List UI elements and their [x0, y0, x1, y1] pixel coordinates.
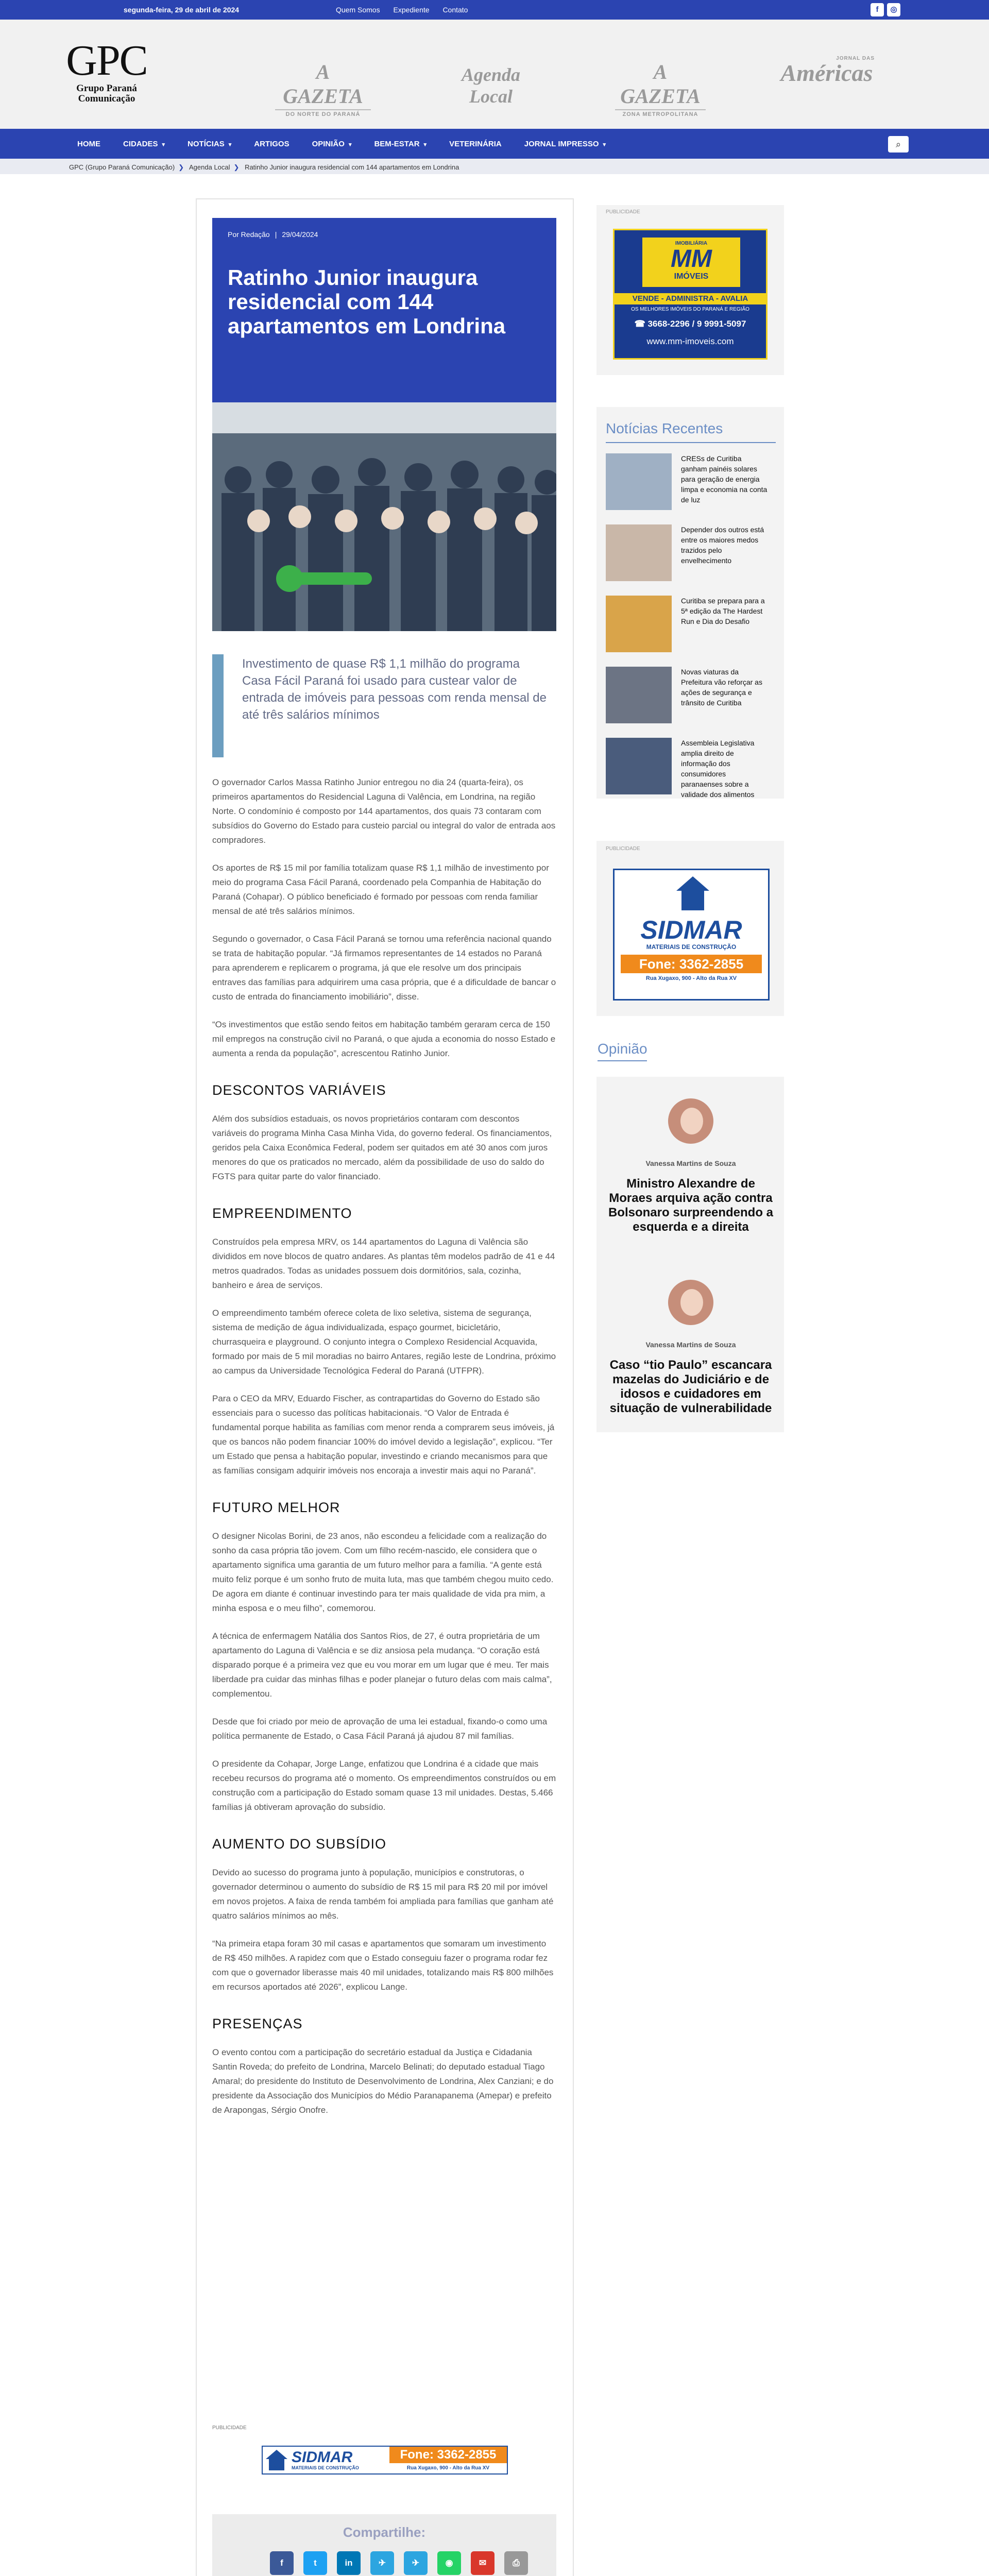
chevron-down-icon: ▾ [228, 141, 232, 148]
nav-opiniao[interactable]: OPINIÃO ▾ [312, 139, 352, 148]
instagram-icon[interactable]: ◎ [887, 3, 900, 16]
share-print-button[interactable]: ⎙ [504, 2551, 528, 2575]
section-heading: DESCONTOS VARIÁVEIS [212, 1082, 386, 1098]
chevron-right-icon: ❯ [233, 163, 240, 171]
paragraph: “Na primeira etapa foram 30 mil casas e apartamentos que somaram um investimento de R$ 450 milhões. A rapidez com que o Estado conseguiu fazer o programa rodar fez com que o governador liberasse mais 40 mil unidades, totalizando mais R$ 800 milhões em recursos aportados até 2026”, explicou Lange. [212, 1939, 554, 1992]
nav-artigos[interactable]: ARTIGOS [254, 139, 289, 148]
top-bar [0, 0, 989, 20]
share-linkedin-button[interactable]: in [337, 2551, 361, 2575]
paragraph: O evento contou com a participação do secretário estadual da Justiça e Cidadania Santin Roveda; do prefeito de Londrina, Marcelo Belinati; do deputado estadual Tiago Amaral; do presidente do Instituto de Desenvolvimento de Londrina, Alex Canziani; e do presidente da Associação dos Municípios do Médio Paranapanema (Amepar) e prefeito de Arapongas, Sérgio Onofre. [212, 2047, 554, 2115]
paragraph: O designer Nicolas Borini, de 23 anos, não escondeu a felicidade com a realização do sonho da casa própria tão jovem. Com um filho recém-nascido, ele considera que o apartamento significa uma garantia de um futuro melhor para a família. “A gente está muito feliz porque é um sonho fruto de muita luta, mas que também chegou muito cedo. De agora em diante é continuar investindo para ter mais qualidade de vida pra mim, a minha esposa e o meu filho”, comemorou. [212, 1531, 554, 1613]
breadcrumb-section[interactable]: Agenda Local [189, 163, 230, 171]
recent-thumbnail [606, 667, 672, 723]
paragraph: Para o CEO da MRV, Eduardo Fischer, as contrapartidas do Governo do Estado são essenciais para o sucesso das políticas habitacionais. “O Valor de Entrada é fundamental porque habilita as famílias com menor renda a comprarem seus imóveis, já que os bancos não podem financiar 100% do imóvel devido a legislação”, explicou. “Ter um Estado que pensa a habitação popular, investindo e criando mecanismos para que as famílias consigam adquirir imóveis nos encoraja a investir mais aqui no Paraná”. [212, 1394, 555, 1476]
top-link-expediente[interactable]: Expediente [393, 6, 430, 14]
avatar [666, 1096, 715, 1146]
sidmar-banner-ad[interactable]: SIDMAR MATERIAIS DE CONSTRUÇÃO Fone: 3362-2855 Rua Xugaxo, 900 - Alto da Rua XV [262, 2446, 508, 2475]
nav-noticias[interactable]: NOTÍCIAS ▾ [187, 139, 232, 148]
nav-bem-estar[interactable]: BEM-ESTAR ▾ [374, 139, 427, 148]
sidmar-square-ad[interactable]: SIDMAR MATERIAIS DE CONSTRUÇÃO Fone: 3362-2855 Rua Xugaxo, 900 - Alto da Rua XV [613, 869, 770, 1001]
share-title: Compartilhe: [343, 2524, 426, 2540]
recent-post[interactable]: Depender dos outros está entre os maiores medos trazidos pelo envelhecimento [606, 524, 776, 581]
section-heading: AUMENTO DO SUBSÍDIO [212, 1836, 387, 1852]
share-email-button[interactable]: ✉ [471, 2551, 494, 2575]
site-header [0, 20, 989, 129]
brand-jornal-americas[interactable]: JORNAL DAS Américas [780, 56, 875, 86]
recent-post[interactable]: Curitiba se prepara para a 5ª edição da The Hardest Run e Dia do Desafio [606, 596, 776, 652]
share-twitter-button[interactable]: t [303, 2551, 327, 2575]
search-icon[interactable]: ⌕ [888, 136, 909, 152]
opinion-heading: Opinião [598, 1041, 647, 1057]
recent-thumbnail [606, 524, 672, 581]
main-nav [0, 129, 989, 159]
chevron-down-icon: ▾ [423, 141, 427, 148]
paragraph: Além dos subsídios estaduais, os novos proprietários contaram com descontos variáveis do programa Minha Casa Minha Vida, do governo federal. Os financiamentos, geridos pela Caixa Econômica Federal, podem ser quitados em até 30 anos com juros menores do que os praticados no mercado, além da possibilidade de uso do saldo do FGTS para quitar parte do valor financiado. [212, 1114, 552, 1181]
house-icon [615, 870, 768, 917]
recent-post[interactable]: Assembleia Legislativa amplia direito de informação dos consumidores paranaenses sobre a validade dos alimentos [606, 738, 776, 794]
recent-heading: Notícias Recentes [606, 420, 723, 436]
brand-gazeta-metropolitana[interactable]: A GAZETA ZONA METROPOLITANA [615, 60, 706, 117]
event-photo-illustration [212, 402, 556, 631]
ad-label: PUBLICIDADE [212, 2425, 247, 2431]
paragraph: “Os investimentos que estão sendo feitos em habitação também geraram cerca de 150 mil empregos na construção civil no Paraná, o que ajuda a economia do nosso Estado e aumenta a renda da população”, acrescentou Ratinho Junior. [212, 1020, 556, 1058]
article-photo [212, 402, 556, 631]
breadcrumb-home[interactable]: GPC (Grupo Paraná Comunicação) [69, 163, 175, 171]
mm-imoveis-ad[interactable]: IMOBILIÁRIA MM IMÓVEIS VENDE - ADMINISTRA - AVALIA OS MELHORES IMÓVEIS DO PARANÁ E REGIÃO ☎ 3668-2296 / 9 9991-5097 www.mm-imoveis.com [613, 229, 768, 360]
paragraph: O presidente da Cohapar, Jorge Lange, enfatizou que Londrina é a cidade que mais recebeu recursos do programa até o momento. Os empreendimentos construídos ou em construção com a participação do Estado somam quase 13 mil unidades. Destas, 5.466 famílias já obtiveram aprovação do subsídio. [212, 1759, 556, 1812]
recent-thumbnail [606, 453, 672, 510]
section-heading: EMPREENDIMENTO [212, 1206, 352, 1221]
share-box [212, 2514, 556, 2576]
sidebar-ad-mm: PUBLICIDADE IMOBILIÁRIA MM IMÓVEIS VENDE - ADMINISTRA - AVALIA OS MELHORES IMÓVEIS DO PARANÁ E REGIÃO ☎ 3668-2296 / 9 9991-5097 www.mm-imoveis.com [596, 205, 784, 375]
paragraph: Desde que foi criado por meio de aprovação de uma lei estadual, fixando-o como uma política permanente de Estado, o Casa Fácil Paraná já ajudou 87 mil famílias. [212, 1717, 548, 1741]
top-link-contato[interactable]: Contato [442, 6, 468, 14]
paragraph: A técnica de enfermagem Natália dos Santos Rios, de 27, é outra proprietária de um apartamento do Laguna di Valência e se diz ansiosa pela mudança. “O coração está disparado porque é a primeira vez que eu vou morar em um lugar que é meu. Ter mais liberdade pra cuidar das minhas filhas e poder planejar o futuro delas com mais calma”, complementou. [212, 1631, 552, 1699]
breadcrumb [0, 159, 989, 174]
section-heading: FUTURO MELHOR [212, 1500, 340, 1515]
paragraph: Construídos pela empresa MRV, os 144 apartamentos do Laguna di Valência são divididos em nove blocos de quatro andares. As plantas têm modelos padrão de 41 e 44 metros quadrados. Todas as unidades possuem dois dormitórios, sala, cozinha, banheiro e área de serviços. [212, 1237, 555, 1290]
chevron-right-icon: ❯ [178, 163, 184, 171]
chevron-down-icon: ▾ [162, 141, 165, 148]
site-logo[interactable]: GPC Grupo Paraná Comunicação [66, 37, 147, 104]
nav-jornal-impresso[interactable]: JORNAL IMPRESSO ▾ [524, 139, 606, 148]
chevron-down-icon: ▾ [348, 141, 352, 148]
paragraph: Devido ao sucesso do programa junto à população, municípios e construtoras, o governador determinou o aumento do subsídio de R$ 15 mil para R$ 20 mil por imóvel em novos projetos. A faixa de renda também foi ampliada para famílias que ganham até quatro salários mínimos ao mês. [212, 1868, 554, 1921]
opinion-card[interactable]: Vanessa Martins de Souza Caso “tio Paulo” escancara mazelas do Judiciário e de idosos e cuidadores em situação de vulnerabilidade [598, 1278, 784, 1432]
top-links [336, 6, 479, 14]
sidebar-recent-posts [596, 407, 784, 799]
paragraph: O governador Carlos Massa Ratinho Junior entregou no dia 24 (quarta-feira), os primeiros apartamentos do Residencial Laguna di Valência, em Londrina, na região Norte. O condomínio é composto por 144 apartamentos, dos quais 73 contaram com subsídios do Governo do Estado para custeio parcial ou integral do valor de entrada aos compradores. [212, 777, 556, 845]
share-telegram-alt-button[interactable]: ✈ [404, 2551, 428, 2575]
recent-thumbnail [606, 738, 672, 794]
article-byline: Por Redação | 29/04/2024 [228, 230, 318, 239]
share-facebook-button[interactable]: f [270, 2551, 294, 2575]
sidebar-ad-sidmar: PUBLICIDADE SIDMAR MATERIAIS DE CONSTRUÇÃO Fone: 3362-2855 Rua Xugaxo, 900 - Alto da Rua XV [596, 841, 784, 1016]
brand-gazeta-norte[interactable]: A GAZETA DO NORTE DO PARANÁ [275, 60, 371, 117]
facebook-icon[interactable]: f [871, 3, 884, 16]
recent-thumbnail [606, 596, 672, 652]
recent-post[interactable]: Novas viaturas da Prefeitura vão reforçar as ações de segurança e trânsito de Curitiba [606, 667, 776, 723]
chevron-down-icon: ▾ [603, 141, 606, 148]
current-date: segunda-feira, 29 de abril de 2024 [124, 6, 240, 14]
paragraph: O empreendimento também oferece coleta de lixo seletiva, sistema de segurança, sistema de medição de água individualizada, espaço gourmet, bicicletário, churrasqueira e playground. O conjunto integra o Complexo Residencial Acquavida, formado por mais de 5 mil moradias no bairro Antares, região leste de Londrina, próximo ao campus da Universidade Tecnológica Federal do Paraná (UTFPR). [212, 1308, 556, 1376]
top-link-quem-somos[interactable]: Quem Somos [336, 6, 380, 14]
recent-post[interactable]: CRESs de Curitiba ganham painéis solares para geração de energia limpa e economia na conta de luz [606, 453, 776, 510]
nav-veterinaria[interactable]: VETERINÁRIA [449, 139, 502, 148]
section-heading: PRESENÇAS [212, 2016, 303, 2031]
nav-cidades[interactable]: CIDADES ▾ [123, 139, 165, 148]
avatar [666, 1278, 715, 1327]
brand-agenda-local[interactable]: Agenda Local [461, 64, 520, 107]
share-telegram-button[interactable]: ✈ [370, 2551, 394, 2575]
house-icon [263, 2447, 292, 2473]
article-pullquote: Investimento de quase R$ 1,1 milhão do programa Casa Fácil Paraná foi usado para custear valor de entrada de imóveis para pessoas com renda mensal de até três salários mínimos [212, 654, 556, 757]
article-title: Ratinho Junior inaugura residencial com 144 apartamentos em Londrina [228, 265, 506, 338]
article-body [212, 775, 556, 2131]
paragraph: Segundo o governador, o Casa Fácil Paraná se tornou uma referência nacional quando se trata de habitação popular. “Já firmamos representantes de 14 estados no Paraná para aprenderem e replicarem o programa, já que ele resolve um dos principais entraves das famílias para adquirirem uma casa própria, que é a dificuldade de bancar o custo de entrada do financiamento imobiliário”, disse. [212, 934, 556, 1002]
article-hero [212, 218, 556, 402]
share-whatsapp-button[interactable]: ◉ [437, 2551, 461, 2575]
paragraph: Os aportes de R$ 15 mil por família totalizam quase R$ 1,1 milhão de investimento por meio do programa Casa Fácil Paraná, coordenado pela Companhia de Habitação do Paraná (Cohapar). O público beneficiado é formado por pessoas com renda familiar mensal de até três salários mínimos. [212, 863, 549, 916]
breadcrumb-current: Ratinho Junior inaugura residencial com 144 apartamentos em Londrina [245, 163, 459, 171]
opinion-card[interactable]: Vanessa Martins de Souza Ministro Alexandre de Moraes arquiva ação contra Bolsonaro surpreendendo a esquerda e a direita [598, 1096, 784, 1251]
nav-home[interactable]: HOME [77, 139, 100, 148]
